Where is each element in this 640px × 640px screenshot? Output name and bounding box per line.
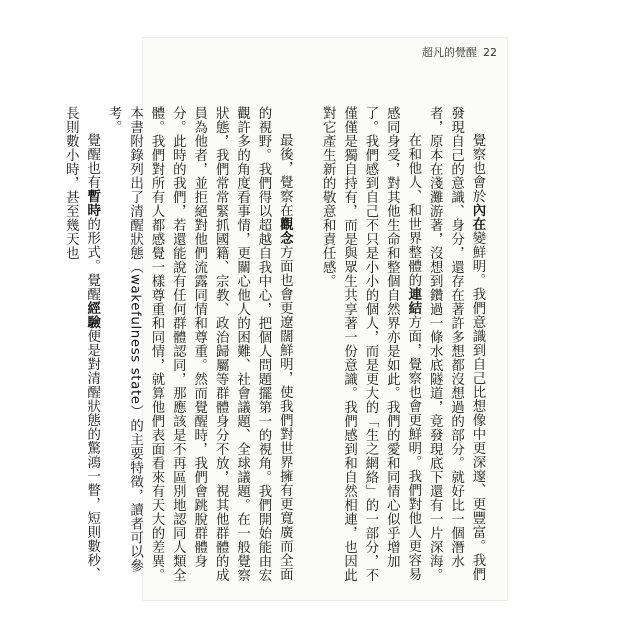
paragraph-4-text-c: 便是對清醒狀態的驚鴻一瞥，短則數秒、長則數小時，甚至幾天也 [63,106,100,581]
paragraph-4-text-b: 的形式。覺醒 [84,216,100,301]
paragraph-1 [424,106,488,586]
paragraph-4 [60,106,103,586]
paragraph-4-emphasis-b: 經驗 [84,300,100,329]
paragraph-2-text-b: 方面，覺察也會更鮮明。我們對他人更容易感同身受，對其他生命和整個自然界亦是如此。我們的愛和同情心似乎增加了。我們感到自己不只是小小的個人，而是更大的「生之網絡」的一部分，不僅僅是獨自持有，而是與眾生共享著一份意識。我們感到和自然相連，也因此對它產生新的敬意和責任感。 [320,106,421,582]
paragraph-1-text-b: 變鮮明。我們意識到自己比想像中更深邃、更豐富。我們發現自己的意識、身分，還存在著許多想都沒想過的部分。就好比一個潛水者，原本在淺灘游著，沒想到鑽過一條水底隧道，竟發現底下還有一片深海。 [427,106,485,582]
running-header [422,44,512,58]
paragraph-3 [103,106,296,586]
paragraph-2 [317,106,424,586]
paragraph-3-emphasis: 觀念 [277,216,293,245]
paragraph-3-text-b: 方面也會更遼闊鮮明，使我們對世界擁有更寬廣而全面的視野。我們得以超越自我中心，把個人問題擺第一的視角。我們開始能由宏觀許多的角度看事情，更關心他人的困難、社會議題、全球議題。在一般覺察狀態，我們常常緊抓國籍、宗教、政治歸屬等群體身分不放，視其他群體的成員為他者，並拒絕對他們流露同情和尊重。然而覺醒時，我們會跳脫群體身分。此時的我們，若還能說有任何群體認同，那應該是不再區別地認同人類全體。我們對所有人都感覺一樣尊重和同情，就算他們表面看來有天大的差異。本書附錄列出了清醒狀態（wakefulness state）的主要特徵，讀者可以參考。 [106,106,293,582]
paragraph-4-emphasis-a: 暫時 [84,188,100,217]
paragraph-2-emphasis: 連結 [405,286,421,315]
body-text [63,106,488,586]
page-number: 22 [483,46,497,59]
paragraph-3-text-a: 最後，覺察在 [277,132,293,217]
paragraph-2-text-a: 在和他人、和世界整體的 [405,132,421,287]
paragraph-4-text-a: 覺醒也有 [84,132,100,189]
paragraph-1-text-a: 覺察也會於 [470,132,485,203]
chapter-title: 超凡的覺醒 [422,46,477,59]
paragraph-1-emphasis: 內在 [470,202,485,231]
